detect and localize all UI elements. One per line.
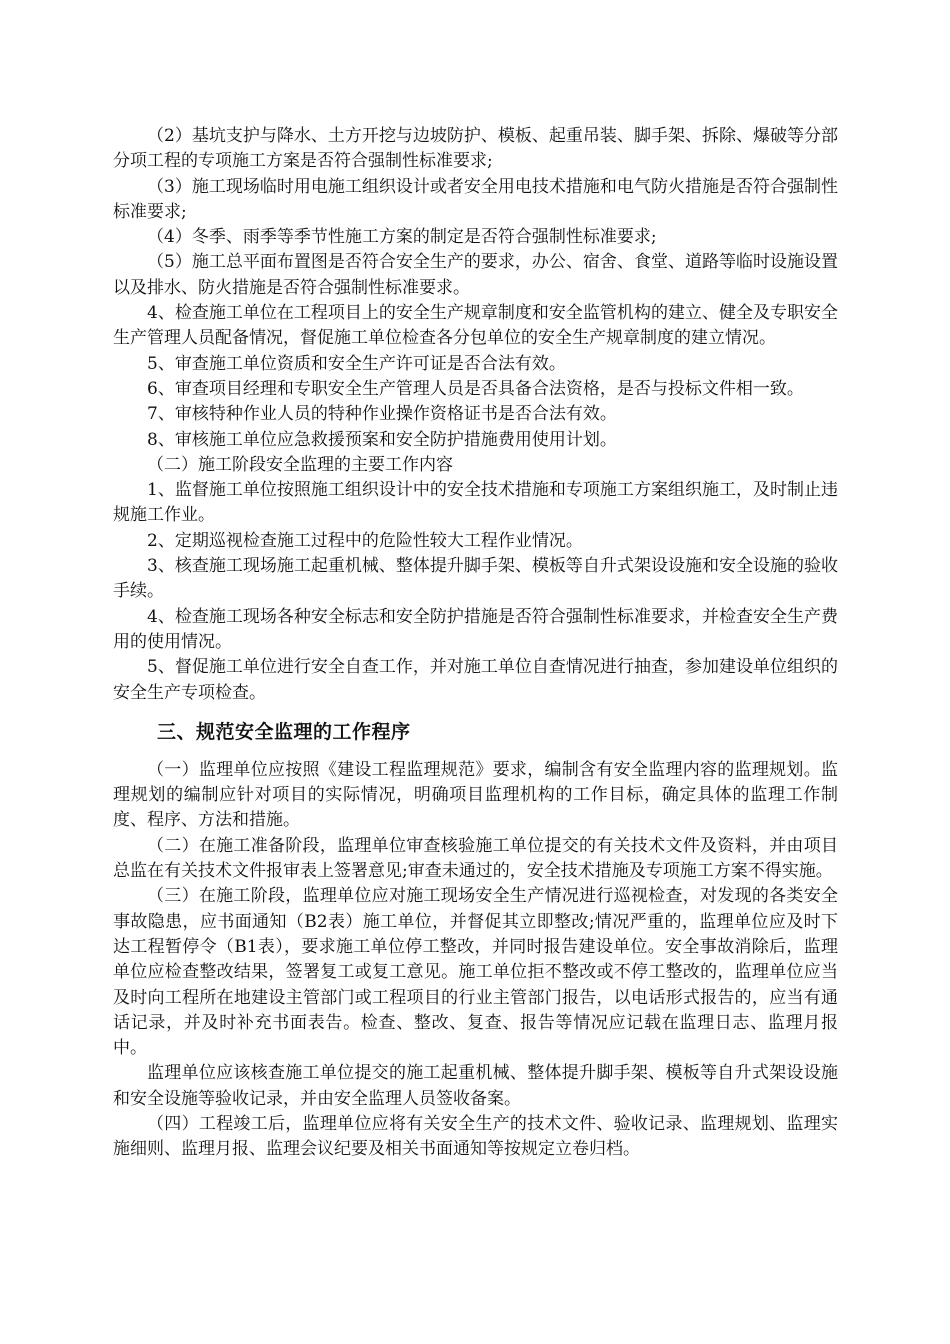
- paragraph: 4、检查施工现场各种安全标志和安全防护措施是否符合强制性标准要求，并检查安全生产费用的使用情况。: [113, 606, 838, 652]
- paragraph: 8、审核施工单位应急救援预案和安全防护措施费用使用计划。: [147, 429, 617, 450]
- paragraph: （二）在施工准备阶段，监理单位审查核验施工单位提交的有关技术文件及资料，并由项目总监在有关技术文件报审表上签署意见;审查未通过的，安全技术措施及专项施工方案不得实施。: [113, 835, 838, 882]
- subsection-heading: （二）施工阶段安全监理的主要工作内容: [147, 454, 453, 475]
- paragraph: 监理单位应该核查施工单位提交的施工起重机械、整体提升脚手架、模板等自升式架设设施和安全设施等验收记录，并由安全监理人员签收备案。: [113, 1063, 838, 1109]
- paragraph: （2）基坑支护与降水、土方开挖与边坡防护、模板、起重吊装、脚手架、拆除、爆破等分部分项工程的专项施工方案是否符合强制性标准要求;: [113, 126, 838, 172]
- document-page: [113, 124, 838, 1163]
- paragraph: 7、审核特种作业人员的特种作业操作资格证书是否合法有效。: [147, 404, 617, 425]
- paragraph: （四）工程竣工后，监理单位应将有关安全生产的技术文件、验收记录、监理规划、监理实施细则、监理月报、监理会议纪要及相关书面通知等按规定立卷归档。: [113, 1113, 838, 1160]
- paragraph: （一）监理单位应按照《建设工程监理规范》要求，编制含有安全监理内容的监理规划。监理规划的编制应针对项目的实际情况，明确项目监理机构的工作目标，确定具体的监理工作制度、程序、方法和措施。: [113, 759, 838, 831]
- paragraph: （4）冬季、雨季等季节性施工方案的制定是否符合强制性标准要求;: [147, 227, 657, 248]
- paragraph: 1、监督施工单位按照施工组织设计中的安全技术措施和专项施工方案组织施工，及时制止违规施工作业。: [113, 480, 838, 526]
- paragraph: 3、核查施工现场施工起重机械、整体提升脚手架、模板等自升式架设设施和安全设施的验收手续。: [113, 556, 838, 602]
- paragraph: （3）施工现场临时用电施工组织设计或者安全用电技术措施和电气防火措施是否符合强制性标准要求;: [113, 176, 838, 222]
- paragraph: 5、审查施工单位资质和安全生产许可证是否合法有效。: [147, 353, 566, 374]
- section-heading: 三、规范安全监理的工作程序: [157, 720, 411, 743]
- paragraph: （5）施工总平面布置图是否符合安全生产的要求，办公、宿舍、食堂、道路等临时设施设置以及排水、防火措施是否符合强制性标准要求。: [113, 252, 838, 298]
- paragraph: 2、定期巡视检查施工过程中的危险性较大工程作业情况。: [147, 530, 583, 551]
- paragraph: （三）在施工阶段，监理单位应对施工现场安全生产情况进行巡视检查，对发现的各类安全事故隐患，应书面通知（B2表）施工单位，并督促其立即整改;情况严重的，监理单位应及时下达工程暂停令（B1表），要求施工单位停工整改，并同时报告建设单位。安全事故消除后，监理单位应检查整改结果，签署复工或复工意见。施工单位拒不整改或不停工整改的，监理单位应当及时向工程所在地建设主管部门或工程项目的行业主管部门报告，以电话形式报告的，应当有通话记录，并及时补充书面表告。检查、整改、复查、报告等情况应记载在监理日志、监理月报中。: [113, 886, 838, 1059]
- paragraph: 4、检查施工单位在工程项目上的安全生产规章制度和安全监管机构的建立、健全及专职安全生产管理人员配备情况，督促施工单位检查各分包单位的安全生产规章制度的建立情况。: [113, 303, 838, 349]
- paragraph: 5、督促施工单位进行安全自查工作，并对施工单位自查情况进行抽查，参加建设单位组织的安全生产专项检查。: [113, 657, 838, 703]
- paragraph: 6、审查项目经理和专职安全生产管理人员是否具备合法资格，是否与投标文件相一致。: [147, 378, 804, 399]
